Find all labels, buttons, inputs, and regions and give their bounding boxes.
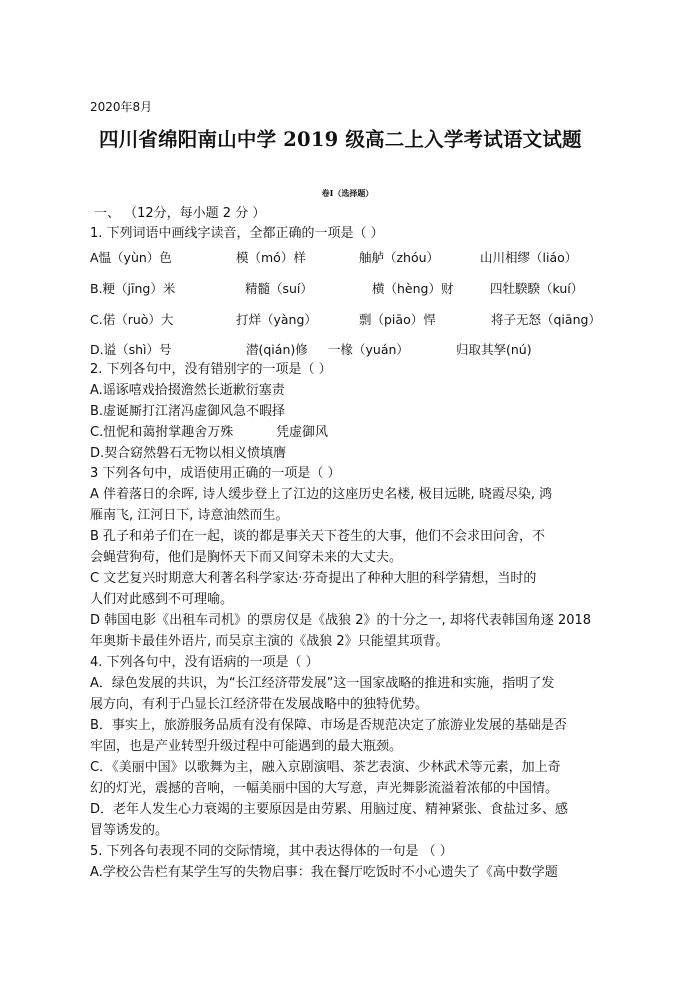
q1-option-c-3: 剽（piāo）悍 — [359, 312, 436, 327]
q1-option-c-2: 打烊（yàng） — [236, 312, 317, 327]
q2-option-a: A.谣诼嘻戏拾掇澹然长逝歉衍塞责 — [90, 383, 285, 398]
q5-line: A.学校公告栏有某学生写的失物启事：我在餐厅吃饭时不小心遗失了《高中数学题 — [90, 865, 558, 880]
q1-option-a-2: 模（mó）样 — [236, 250, 306, 265]
q1-option-b-3: 横（hèng）财 — [372, 281, 454, 296]
question-3-stem: 3 下列各句中，成语使用正确的一项是（ ） — [90, 466, 341, 481]
q3-line: D 韩国电影《出租车司机》的票房仅是《战狼 2》的十分之一, 却将代表韩国角逐 2018 — [90, 613, 592, 628]
q1-option-b-4: 四牡騤騤（kuí） — [490, 281, 584, 296]
q4-line: B．事实上，旅游服务品质有没有保障、市场是否规范决定了旅游业发展的基础是否 — [90, 718, 567, 733]
q4-line: 牢固，也是产业转型升级过程中可能遇到的最大瓶颈。 — [90, 739, 403, 754]
q1-option-d-4: 归取其孥(nú) — [456, 342, 532, 357]
q1-option-b-1: B.粳（jīng）米 — [90, 281, 176, 296]
question-1-stem: 1. 下列词语中画线字读音，全都正确的一项是（ ） — [90, 226, 384, 241]
q1-option-b-2: 精髓（suí） — [245, 281, 313, 296]
q2-option-c: C.忸怩和蔼拊掌趣舍万殊 — [90, 425, 234, 440]
q1-option-c-1: C.偌（ruò）大 — [90, 312, 174, 327]
q1-option-d-1: D.谥（shì）号 — [90, 342, 172, 357]
volume-heading: 卷Ⅰ（选择题） — [321, 188, 374, 198]
question-5-stem: 5. 下列各句表现不同的交际情境，其中表达得体的一句是 （ ） — [90, 844, 453, 859]
q3-line: 会蝇营狗苟，他们是胸怀天下而又间穿未来的大丈夫。 — [90, 550, 403, 565]
q2-option-d: D.契合窈然磐石无物以相义愤填膺 — [90, 446, 287, 461]
q4-line: D．老年人发生心力衰竭的主要原因是由劳累、用脑过度、精神紧张、食盐过多、感 — [90, 802, 569, 817]
q1-option-d-3: 一椽（yuán） — [328, 342, 409, 357]
q2-option-c-tail: 凭虚御风 — [276, 425, 329, 440]
q4-line: 幻的灯光，震撼的音响，一幅美丽中国的大写意，声光舞影流溢着浓郁的中国情。 — [90, 781, 559, 796]
q4-line: 展方向，有利于凸显长江经济带在发展战略中的独特优势。 — [90, 697, 429, 712]
question-4-stem: 4. 下列各句中，没有语病的一项是（ ） — [90, 655, 319, 670]
page-title: 四川省绵阳南山中学 2019 级高二上入学考试语文试题 — [99, 128, 582, 151]
q3-line: C 文艺复兴时期意大利著名科学家达·芬奇提出了种种大胆的科学猜想，当时的 — [90, 571, 537, 586]
q3-line: A 伴着落日的余晖, 诗人缓步登上了江边的这座历史名楼, 极目远眺, 晓霞尽染, 鸿 — [90, 487, 553, 502]
q1-option-a-3: 舳舻（zhóu） — [359, 250, 440, 265]
q4-line: A．绿色发展的共识，为“长江经济带发展”这一国家战略的推进和实施，指明了发 — [90, 676, 555, 691]
q4-line: 冒等诱发的。 — [90, 823, 169, 838]
q3-line: 年奥斯卡最佳外语片, 而吴京主演的《战狼 2》只能望其项背。 — [90, 634, 449, 649]
q3-line: 雁南飞, 江河日下, 诗意油然而生。 — [90, 508, 289, 523]
q1-option-c-4: 将子无怒（qiāng） — [491, 312, 601, 327]
q1-option-a-1: A愠（yùn）色 — [90, 250, 172, 265]
q3-line: B 孔子和弟子们在一起，谈的都是事关天下苍生的大事，他们不会求田问舍，不 — [90, 529, 546, 544]
exam-date: 2020年8月 — [90, 100, 153, 114]
q3-line: 人们对此感到不可理喻。 — [90, 592, 234, 607]
question-2-stem: 2. 下列各句中，没有错别字的一项是（ ） — [90, 362, 332, 377]
q2-option-b: B.虚诞厮打江渚冯虚御风急不暇择 — [90, 404, 286, 419]
q4-line: C．《美丽中国》以歌舞为主，融入京剧演唱、茶艺表演、少林武术等元素，加上奇 — [90, 760, 561, 775]
section-heading: 一、 （12分，每小题 2 分 ） — [94, 206, 266, 221]
q1-option-a-4: 山川相缪（liáo） — [480, 250, 578, 265]
q1-option-d-2: 潜(qián)修 — [246, 342, 308, 357]
